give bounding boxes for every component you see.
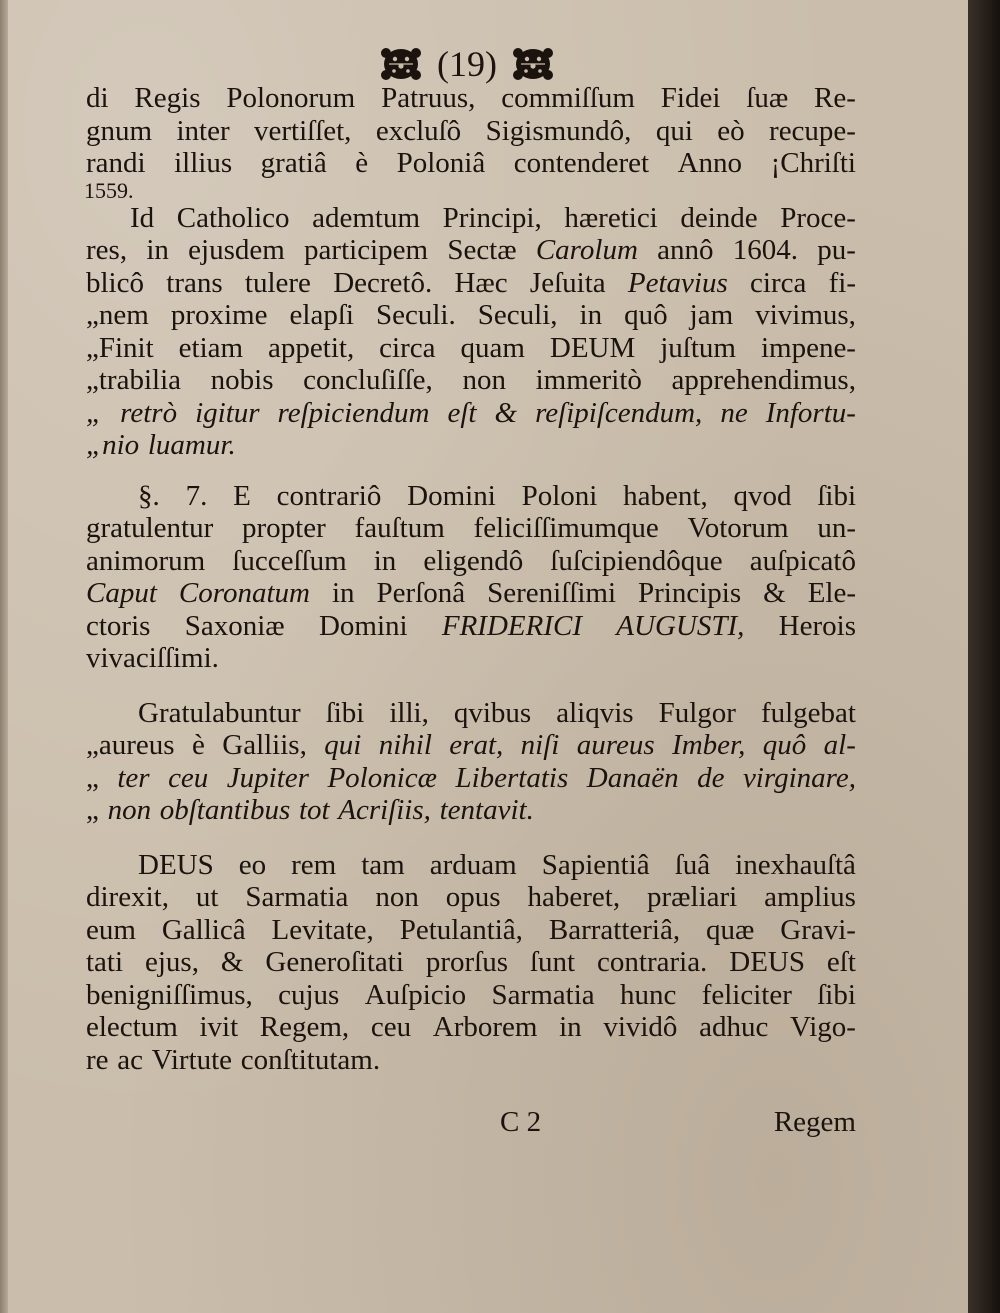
word: quæ xyxy=(706,913,755,946)
word: immeritò xyxy=(535,364,642,396)
page-header xyxy=(352,40,582,88)
word: 1559. xyxy=(84,177,134,203)
year-line xyxy=(84,177,856,203)
italic-word: tot xyxy=(298,794,330,826)
word: direxit, xyxy=(86,881,169,913)
word: Patruus, xyxy=(381,82,476,114)
word: Sarmatia xyxy=(491,978,595,1011)
floral-ornament-icon xyxy=(509,44,557,84)
italic-word: quô xyxy=(762,729,807,761)
italic-word: Carolum xyxy=(535,234,638,266)
word: Fulgor xyxy=(658,696,736,729)
italic-word: Infortu- xyxy=(765,396,856,429)
word: ſucceſſum xyxy=(232,544,347,577)
background-edge xyxy=(968,0,1000,1313)
word: Fidei xyxy=(660,82,721,114)
italic-word: erat, xyxy=(449,729,504,761)
word: aliqvis xyxy=(556,696,634,729)
floral-ornament-icon xyxy=(377,44,425,84)
word: di xyxy=(86,82,109,114)
word: elapſi xyxy=(289,299,354,331)
word: vertiſſet, xyxy=(254,114,352,147)
word: feliciſſimumque xyxy=(473,512,659,544)
word: eligendô xyxy=(423,544,524,577)
word: amplius xyxy=(764,881,856,913)
word: hunc xyxy=(619,978,677,1011)
word: Proce- xyxy=(780,201,856,234)
word: apprehendimus, xyxy=(671,364,856,396)
word: fi- xyxy=(828,266,856,299)
italic-word: reſpiciendum xyxy=(277,396,430,429)
word: è xyxy=(355,147,369,179)
word: vivimus, xyxy=(755,299,856,331)
word: fauſtum xyxy=(354,512,445,544)
word: ut xyxy=(195,881,219,913)
word: qui xyxy=(655,114,693,147)
word: 7. xyxy=(185,479,208,512)
word: blicô xyxy=(86,266,144,299)
text-line xyxy=(86,115,856,148)
word: „nem xyxy=(86,299,149,331)
word: Arborem xyxy=(432,1011,538,1043)
quotation-line xyxy=(86,762,856,795)
word: ivit xyxy=(199,1011,239,1043)
word: prorſus xyxy=(425,946,509,978)
word: Id xyxy=(130,201,155,234)
word: etiam xyxy=(178,331,244,364)
word: commiſſum xyxy=(501,82,635,114)
word: gratulentur xyxy=(86,512,214,544)
quotation-line xyxy=(86,429,856,462)
word: Principis xyxy=(638,577,742,609)
word: Domini xyxy=(407,479,496,512)
word: gratiâ xyxy=(260,147,327,179)
italic-word: Imber, xyxy=(672,729,746,761)
word: Seculi. xyxy=(375,299,456,331)
word: Herois xyxy=(778,609,856,642)
word: Virtute xyxy=(151,1043,233,1076)
word: rem xyxy=(291,848,337,881)
section-heading-line xyxy=(86,480,856,513)
word: Seculi, xyxy=(477,299,558,331)
word: qvibus xyxy=(453,696,532,729)
word: nobis xyxy=(210,364,274,396)
word: inter xyxy=(176,114,230,147)
quotation-line xyxy=(86,729,856,762)
italic-word: reſipiſcendum, xyxy=(535,396,703,429)
word: habent, xyxy=(623,479,708,512)
word: Anno xyxy=(677,147,743,179)
word: contrariô xyxy=(276,479,382,512)
italic-word: Polonicæ xyxy=(327,761,437,794)
word: illi, xyxy=(389,696,429,729)
word: conſtitutam. xyxy=(240,1043,381,1076)
word: Vigo- xyxy=(790,1011,856,1043)
word: Jeſuita xyxy=(529,266,606,299)
word: Barratteriâ, xyxy=(548,913,681,946)
word: concluſiſſe, xyxy=(303,364,433,396)
text-line xyxy=(86,1011,856,1044)
word: ademtum xyxy=(312,201,421,234)
italic-word: tentavit. xyxy=(439,794,534,826)
quotation-line xyxy=(86,364,856,397)
word: Decretô. xyxy=(333,266,433,299)
word: opus xyxy=(445,881,501,913)
word: propter xyxy=(242,512,326,544)
word: randi xyxy=(86,147,146,179)
word: appetit, xyxy=(268,331,355,364)
text-line xyxy=(86,642,856,675)
word: Domini xyxy=(318,609,408,642)
word: Gravi- xyxy=(780,913,856,946)
word: auſpicatô xyxy=(749,544,856,577)
italic-word: ne xyxy=(720,396,748,429)
italic-word: „nio xyxy=(86,429,140,461)
word: quam xyxy=(460,331,525,364)
word: Perſonâ xyxy=(376,577,466,609)
word: inexhauſtâ xyxy=(735,848,856,881)
italic-word: de xyxy=(697,761,725,794)
word: non xyxy=(462,364,506,396)
word: è xyxy=(191,729,205,761)
word: Regem, xyxy=(259,1011,350,1043)
italic-word: retrò xyxy=(120,396,178,429)
word: ſibi xyxy=(325,696,365,729)
word: in xyxy=(579,299,603,331)
italic-word: luamur. xyxy=(147,429,236,461)
word: adhuc xyxy=(699,1011,769,1043)
italic-word: qui xyxy=(324,729,362,761)
italic-word: Danaën xyxy=(586,761,679,794)
word: contraria. xyxy=(597,946,708,978)
word: gnum xyxy=(86,114,153,147)
text-line xyxy=(86,914,856,947)
word: fulgebat xyxy=(760,696,856,729)
word: in xyxy=(559,1011,582,1043)
text-line xyxy=(86,234,856,267)
word: trans xyxy=(166,266,223,299)
word: proxime xyxy=(170,299,268,331)
word: res, xyxy=(86,234,128,266)
word: „aureus xyxy=(86,729,175,761)
word: jam xyxy=(689,299,734,331)
page-footer xyxy=(500,1106,856,1142)
signature-mark: C 2 xyxy=(500,1106,542,1138)
italic-word: Petavius xyxy=(627,266,728,299)
word: ſuâ xyxy=(674,848,711,881)
paragraph-start-line xyxy=(86,697,856,730)
word: deinde xyxy=(680,201,758,234)
text-line xyxy=(86,577,856,610)
word: Votorum xyxy=(687,512,789,544)
italic-word: al- xyxy=(823,729,856,761)
word: eum xyxy=(86,913,136,946)
quotation-line xyxy=(86,397,856,430)
word: annô xyxy=(657,234,714,266)
italic-word: AUGUSTI, xyxy=(616,609,745,642)
word: ¡Chriſti xyxy=(770,147,856,179)
word: ſibi xyxy=(817,978,856,1011)
word: „trabilia xyxy=(86,364,182,396)
word: pu- xyxy=(817,234,856,266)
word: cujus xyxy=(278,978,340,1011)
word: in xyxy=(146,234,169,266)
text-line xyxy=(86,881,856,914)
italic-word: Coronatum xyxy=(178,577,310,609)
word: Polonorum xyxy=(226,82,356,114)
text-line xyxy=(86,82,856,115)
word: non xyxy=(375,881,419,913)
word: Gratulabuntur xyxy=(138,696,301,729)
word: impene- xyxy=(760,331,856,364)
word: Auſpicio xyxy=(364,978,467,1011)
word: ceu xyxy=(370,1011,412,1043)
word: & xyxy=(220,946,244,978)
word: Poloniâ xyxy=(396,147,486,179)
word: quô xyxy=(624,299,668,331)
word: haberet, xyxy=(527,881,621,913)
word: tam xyxy=(361,848,405,881)
word: juſtum xyxy=(660,331,736,364)
word: ejus, xyxy=(144,946,199,978)
word: animorum xyxy=(86,544,206,577)
word: in xyxy=(331,577,355,609)
word: Poloni xyxy=(521,479,598,512)
word: DEUS xyxy=(729,946,805,978)
word: ſunt xyxy=(529,946,576,978)
word: DEUS xyxy=(138,848,214,881)
word: Catholico xyxy=(176,201,290,234)
word: circa xyxy=(750,266,807,299)
italic-word: nihil xyxy=(378,729,432,761)
word: & xyxy=(763,577,786,609)
word: feliciter xyxy=(701,978,792,1011)
quotation-line xyxy=(86,332,856,365)
italic-word: Jupiter xyxy=(226,761,309,794)
word: Regis xyxy=(134,82,201,114)
italic-word: „ xyxy=(86,396,103,429)
word: Saxoniæ xyxy=(184,609,285,642)
word: ſuſcipiendôque xyxy=(550,544,723,577)
word: ctoris xyxy=(86,609,151,642)
italic-word: niſi xyxy=(520,729,560,761)
word: eò xyxy=(717,114,745,147)
text-line xyxy=(86,1044,856,1077)
word: Gallicâ xyxy=(161,913,246,946)
word: Galliis, xyxy=(222,729,307,761)
italic-word: Libertatis xyxy=(455,761,569,794)
italic-word: ter xyxy=(117,761,150,794)
body-text xyxy=(86,82,856,1076)
word: Sectæ xyxy=(447,234,517,266)
word: contenderet xyxy=(513,147,650,179)
quotation-line xyxy=(86,794,856,827)
word: ac xyxy=(117,1043,143,1076)
word: vivaciſſimi. xyxy=(86,642,219,674)
word: E xyxy=(233,479,251,512)
word: „ xyxy=(86,761,99,794)
word: excluſô xyxy=(375,114,462,147)
word: Re- xyxy=(814,82,856,114)
page-number: (19) xyxy=(437,44,497,84)
text-line xyxy=(86,545,856,578)
word: Sigismundô, xyxy=(485,114,632,147)
word: Ele- xyxy=(807,577,856,609)
text-line xyxy=(86,202,856,235)
italic-word: FRIDERICI xyxy=(441,609,582,642)
word: tulere xyxy=(244,266,311,299)
word: recupe- xyxy=(769,114,856,147)
text-line xyxy=(86,610,856,643)
word: arduam xyxy=(429,848,517,881)
word: illius xyxy=(174,147,233,179)
word: Petulantiâ, xyxy=(399,913,523,946)
italic-word: eſt xyxy=(447,396,477,429)
italic-word: Caput xyxy=(86,577,157,609)
word: eſt xyxy=(826,946,856,978)
word: Sarmatia xyxy=(245,881,349,913)
italic-word: igitur xyxy=(195,396,260,429)
text-line xyxy=(86,979,856,1012)
word: circa xyxy=(379,331,436,364)
text-line xyxy=(86,512,856,545)
word: Levitate, xyxy=(271,913,374,946)
italic-word: & xyxy=(494,396,518,429)
catchword: Regem xyxy=(773,1106,856,1138)
text-line xyxy=(86,946,856,979)
word: „ xyxy=(86,794,99,826)
text-line xyxy=(86,147,856,180)
italic-word: aureus xyxy=(576,729,655,761)
word: ſuæ xyxy=(746,82,789,114)
page-gutter-shadow xyxy=(0,0,8,1313)
paragraph-start-line xyxy=(86,849,856,882)
word: vividô xyxy=(603,1011,678,1043)
word: DEUM xyxy=(549,331,636,364)
text-line xyxy=(86,267,856,300)
word: ſibi xyxy=(817,479,856,512)
word: in xyxy=(373,544,397,577)
word: participem xyxy=(304,234,429,266)
word: Sapientiâ xyxy=(541,848,650,881)
word: qvod xyxy=(733,479,792,512)
word: un- xyxy=(817,512,856,544)
word: Sereniſſimi xyxy=(487,577,616,609)
word: §. xyxy=(138,479,160,512)
word: Hæc xyxy=(454,266,508,299)
quotation-line xyxy=(86,299,856,332)
word: eo xyxy=(238,848,267,881)
word: 1604. xyxy=(732,234,799,266)
italic-word: Acriſiis, xyxy=(338,794,431,826)
word: re xyxy=(86,1043,109,1076)
word: Principi, xyxy=(442,201,542,234)
italic-word: virginare, xyxy=(742,761,856,794)
word: tati xyxy=(86,946,124,978)
italic-word: ceu xyxy=(168,761,209,794)
word: hæretici xyxy=(564,201,658,234)
italic-word: non xyxy=(107,794,152,826)
word: „Finit xyxy=(86,331,154,364)
word: benigniſſimus, xyxy=(86,978,253,1011)
italic-word: obſtantibus xyxy=(159,794,291,826)
word: ejusdem xyxy=(188,234,285,266)
word: præliari xyxy=(647,881,738,913)
word: Generoſitati xyxy=(265,946,404,978)
word: electum xyxy=(86,1011,178,1043)
